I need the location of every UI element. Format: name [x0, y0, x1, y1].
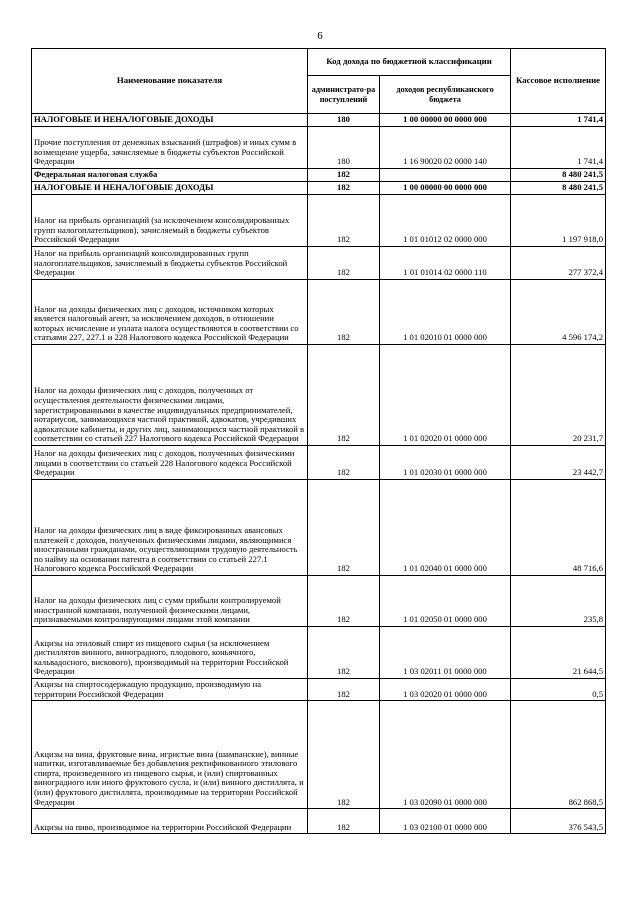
row-administrator-code: 182 [308, 247, 380, 280]
row-revenue-code: 1 01 01012 02 0000 000 [380, 195, 511, 247]
row-administrator-code: 180 [308, 127, 380, 169]
header-administrator: администрато-ра поступлений [308, 76, 380, 114]
table-row [32, 576, 606, 627]
row-administrator-code: 182 [308, 809, 380, 834]
row-revenue-code: 1 03 02011 01 0000 000 [380, 627, 511, 679]
row-revenue-code: 1 03 02100 01 0000 000 [380, 809, 511, 834]
row-amount: 0,5 [511, 679, 606, 701]
table-row [32, 446, 606, 480]
row-amount: 1 741,4 [511, 114, 606, 127]
row-administrator-code: 180 [308, 114, 380, 127]
row-administrator-code: 182 [308, 679, 380, 701]
row-name: Федеральная налоговая служба [32, 169, 308, 182]
header-revenue-code: доходов республиканского бюджета [380, 76, 511, 114]
row-revenue-code: 1 16 90020 02 0000 140 [380, 127, 511, 169]
row-administrator-code: 182 [308, 701, 380, 809]
row-amount: 21 644,5 [511, 627, 606, 679]
table-row [32, 169, 606, 182]
row-revenue-code: 1 01 01014 02 0000 110 [380, 247, 511, 280]
row-amount: 23 442,7 [511, 446, 606, 480]
table-row [32, 679, 606, 701]
row-amount: 277 372,4 [511, 247, 606, 280]
table-row [32, 127, 606, 169]
table-row [32, 280, 606, 345]
row-revenue-code: 1 01 02010 01 0000 000 [380, 280, 511, 345]
row-amount: 1 197 918,0 [511, 195, 606, 247]
row-revenue-code: 1 00 00000 00 0000 000 [380, 114, 511, 127]
row-administrator-code: 182 [308, 169, 380, 182]
table-row [32, 809, 606, 834]
row-name: Налог на доходы физических лиц в виде фиксированных авансовых платежей с доходов, полученных физическими лицами, являющимися иностранными гражданами, осуществляющими трудовую деятельность по найму на основании патента в соответствии со статьей 227.1 Налогового кодекса Российской Федерации [32, 480, 308, 576]
row-amount: 4 596 174,2 [511, 280, 606, 345]
row-amount: 8 480 241,5 [511, 169, 606, 182]
row-administrator-code: 182 [308, 345, 380, 446]
row-administrator-code: 182 [308, 182, 380, 195]
header-amount: Кассовое исполнение [511, 49, 606, 114]
table-row [32, 345, 606, 446]
header-code-group: Код дохода по бюджетной классификации [308, 49, 511, 76]
row-revenue-code: 1 01 02020 01 0000 000 [380, 345, 511, 446]
row-amount: 8 480 241,5 [511, 182, 606, 195]
row-name: Налог на доходы физических лиц с доходов, источником которых является налоговый агент, за исключением доходов, в отношении которых исчисление и уплата налога осуществляются в соответствии со статьями 227, 227.1 и 228 Налогового кодекса Российской Федерации [32, 280, 308, 345]
table-row [32, 480, 606, 576]
budget-revenue-table [31, 48, 606, 834]
row-revenue-code: 1 01 02040 01 0000 000 [380, 480, 511, 576]
row-revenue-code [380, 169, 511, 182]
row-amount: 1 741,4 [511, 127, 606, 169]
table-row [32, 627, 606, 679]
row-amount: 235,8 [511, 576, 606, 627]
row-name: Налог на доходы физических лиц с сумм прибыли контролируемой иностранной компании, полученной физическими лицами, признаваемыми контролирующими лицами этой компании [32, 576, 308, 627]
table-row [32, 114, 606, 127]
row-name: Акцизы на пиво, производимое на территории Российской Федерации [32, 809, 308, 834]
table-row [32, 701, 606, 809]
row-name: Акцизы на вина, фруктовые вина, игристые вина (шампанские), винные напитки, изготавливаемые без добавления ректификованного этилового спирта, произведенного из пищевого сырья, и (или) спиртованных виноградного или иного фруктового сусла, и (или) винного дистиллята, и (или) фруктового дистиллята, производимые на территории Российской Федерации [32, 701, 308, 809]
page-number: 6 [317, 30, 323, 42]
header-name: Наименование показателя [32, 49, 308, 114]
row-administrator-code: 182 [308, 446, 380, 480]
row-name: Налог на прибыль организаций (за исключением консолидированных групп налогоплательщиков), зачисляемый в бюджеты субъектов Российской Федерации [32, 195, 308, 247]
row-name: Прочие поступления от денежных взысканий (штрафов) и иных сумм в возмещение ущерба, зачисляемые в бюджеты субъектов Российской Федерации [32, 127, 308, 169]
row-name: НАЛОГОВЫЕ И НЕНАЛОГОВЫЕ ДОХОДЫ [32, 182, 308, 195]
row-revenue-code: 1 01 02030 01 0000 000 [380, 446, 511, 480]
row-revenue-code: 1 03 02020 01 0000 000 [380, 679, 511, 701]
row-name: НАЛОГОВЫЕ И НЕНАЛОГОВЫЕ ДОХОДЫ [32, 114, 308, 127]
row-revenue-code: 1 00 00000 00 0000 000 [380, 182, 511, 195]
table-row [32, 182, 606, 195]
row-amount: 862 868,5 [511, 701, 606, 809]
table-row [32, 195, 606, 247]
table-row [32, 247, 606, 280]
row-administrator-code: 182 [308, 480, 380, 576]
row-administrator-code: 182 [308, 195, 380, 247]
row-name: Налог на доходы физических лиц с доходов, полученных физическими лицами в соответствии со статьей 228 Налогового кодекса Российской Федерации [32, 446, 308, 480]
row-amount: 20 231,7 [511, 345, 606, 446]
row-amount: 48 716,6 [511, 480, 606, 576]
row-name: Акцизы на этиловый спирт из пищевого сырья (за исключением дистиллятов винного, виноградного, плодового, коньячного, кальвадосного, вискового), производимый на территории Российской Федерации [32, 627, 308, 679]
row-revenue-code: 1 03 02090 01 0000 000 [380, 701, 511, 809]
row-name: Налог на доходы физических лиц с доходов, полученных от осуществления деятельности физическими лицами, зарегистрированными в качестве индивидуальных предпринимателей, нотариусов, занимающихся частной практикой, адвокатов, учредивших адвокатские кабинеты, и других лиц, занимающихся частной практикой в соответствии со статьей 227 Налогового кодекса Российской Федерации [32, 345, 308, 446]
row-administrator-code: 182 [308, 280, 380, 345]
row-administrator-code: 182 [308, 576, 380, 627]
row-administrator-code: 182 [308, 627, 380, 679]
row-name: Налог на прибыль организаций консолидированных групп налогоплательщиков, зачисляемый в бюджеты субъектов Российской Федерации [32, 247, 308, 280]
row-name: Акцизы на спиртосодержащую продукцию, производимую на территории Российской Федерации [32, 679, 308, 701]
row-revenue-code: 1 01 02050 01 0000 000 [380, 576, 511, 627]
row-amount: 376 543,5 [511, 809, 606, 834]
